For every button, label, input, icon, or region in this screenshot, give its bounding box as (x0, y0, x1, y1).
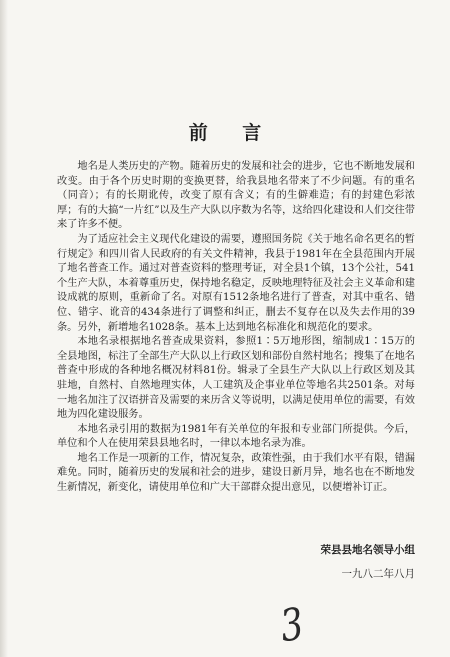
preface-body (57, 160, 415, 496)
paragraph-2: 为了适应社会主义现代化建设的需要，遵照国务院《关于地名命名更名的暂行规定》和四川省人民政府的有关文件精神，我县于1981年在全县范围内开展了地名普查工作。通过对普查资料的整理考证，对全县1个镇，13个公社，541个生产大队，本着尊重历史，保持地名稳定，反映地理特征及社会主义革命和建设成就的原则，重新命了名。对原有1512条地名进行了普查，对其中重名、错位、错字、讹音的434条进行了调整和纠正，删去不复存在以及失去作用的39条。另外，新增地名1028条。基本上达到地名标准化和规范化的要求。 (57, 233, 415, 333)
paragraph-4: 本地名录引用的数据为1981年有关单位的年报和专业部门所提供。今后，单位和个人在使用荣县县地名时，一律以本地名录为准。 (57, 423, 415, 450)
paragraph-1: 地名是人类历史的产物。随着历史的发展和社会的进步，它也不断地发展和改变。由于各个历史时期的变换更替，给我县地名带来了不少问题。有的重名（同音）；有的长期讹传，改变了原有含义；有的生僻难造；有的封建色彩浓厚；有的大搞“一片红”以及生产大队以序数为名等，这给四化建设和人们交往带来了许多不便。 (57, 161, 415, 231)
handwritten-page-number: 3 (277, 598, 307, 653)
paragraph-3: 本地名录根据地名普查成果资料，参照1∶5万地形图，缩制成1∶15万的全县地图，标注了全部生产大队以上行政区划和部份自然村地名；搜集了在地名普查中形成的各种地名概况材料81份。辑录了全县生产大队以上行政区划及其驻地，自然村、自然地理实体，人工建筑及企事业单位等地名共2501条。对每一地名加注了汉语拼音及需要的来历含义等说明，以满足使用单位的需要，有效地为四化建设服务。 (57, 336, 415, 421)
signature-date: 一九八二年八月 (341, 568, 415, 580)
scan-edge-shadow (0, 0, 8, 657)
signature-organization: 荣县县地名领导小组 (320, 544, 415, 556)
paragraph-5: 地名工作是一项新的工作，情况复杂，政策性强，由于我们水平有限，错漏难免。同时，随着历史的发展和社会的进步，建设日新月异，地名也在不断地发生新情况，新变化，请使用单位和广大干部群众提出意见，以便增补订正。 (57, 452, 415, 494)
page-title: 前 言 (188, 122, 276, 144)
